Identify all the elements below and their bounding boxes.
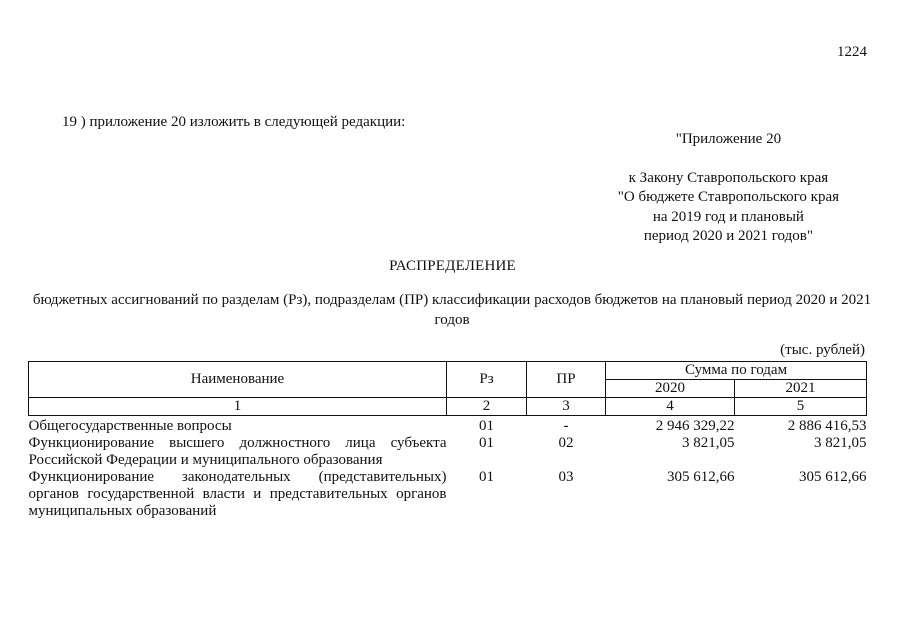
table-row <box>29 469 867 520</box>
row-rz: 01 <box>479 469 494 485</box>
col-number-4: 4 <box>606 398 735 416</box>
row-value-2020: 305 612,66 <box>667 469 735 485</box>
row-value-2020: 3 821,05 <box>682 435 735 451</box>
row-value-2021: 2 886 416,53 <box>787 418 867 434</box>
row-value-2021: 3 821,05 <box>814 435 867 451</box>
row-rz: 01 <box>479 435 494 451</box>
row-rz: 01 <box>479 418 494 434</box>
appendix-line-1: к Закону Ставропольского края <box>628 169 829 186</box>
units-label: (тыс. рублей) <box>780 342 865 358</box>
header-name: Наименование <box>29 362 447 398</box>
col-number-5: 5 <box>735 398 867 416</box>
header-pr: ПР <box>527 362 606 398</box>
col-number-2: 2 <box>447 398 527 416</box>
row-pr: 02 <box>558 435 574 451</box>
budget-table <box>28 361 867 520</box>
appendix-line-4: период 2020 и 2021 годов" <box>643 228 813 244</box>
row-pr: - <box>563 418 569 434</box>
table-row <box>29 416 867 436</box>
row-value-2021: 305 612,66 <box>799 469 867 485</box>
appendix-line-3: на 2019 год и плановый <box>652 208 804 225</box>
header-year-2020: 2020 <box>606 380 735 398</box>
appendix-line-2: "О бюджете Ставропольского края <box>617 189 839 205</box>
row-name: Функционирование высшего должностного лица субъекта Российской Федерации и муниципального образования <box>28 435 447 468</box>
document-title: РАСПРЕДЕЛЕНИЕ <box>389 258 516 274</box>
row-name: Общегосударственные вопросы <box>28 418 232 434</box>
row-pr: 03 <box>558 469 574 485</box>
appendix-heading: "Приложение 20 <box>675 131 782 147</box>
page-number: 1224 <box>837 44 867 60</box>
header-year-2021: 2021 <box>735 380 867 398</box>
row-name: Функционирование законодательных (представительных) органов государственной власти и представительных органов муниципальных образований <box>28 469 447 519</box>
col-number-3: 3 <box>527 398 606 416</box>
header-sum-by-years: Сумма по годам <box>606 362 867 380</box>
appendix-header <box>618 130 839 247</box>
col-number-1: 1 <box>29 398 447 416</box>
row-value-2020: 2 946 329,22 <box>655 418 735 434</box>
header-rz: Рз <box>447 362 527 398</box>
document-subtitle: бюджетных ассигнований по разделам (Рз), подразделам (ПР) классификации расходов бюджетов на плановый период 2020 и 2021 годов <box>32 292 872 328</box>
intro-paragraph: 19 ) приложение 20 изложить в следующей редакции: <box>62 114 406 130</box>
table-row <box>29 435 867 469</box>
